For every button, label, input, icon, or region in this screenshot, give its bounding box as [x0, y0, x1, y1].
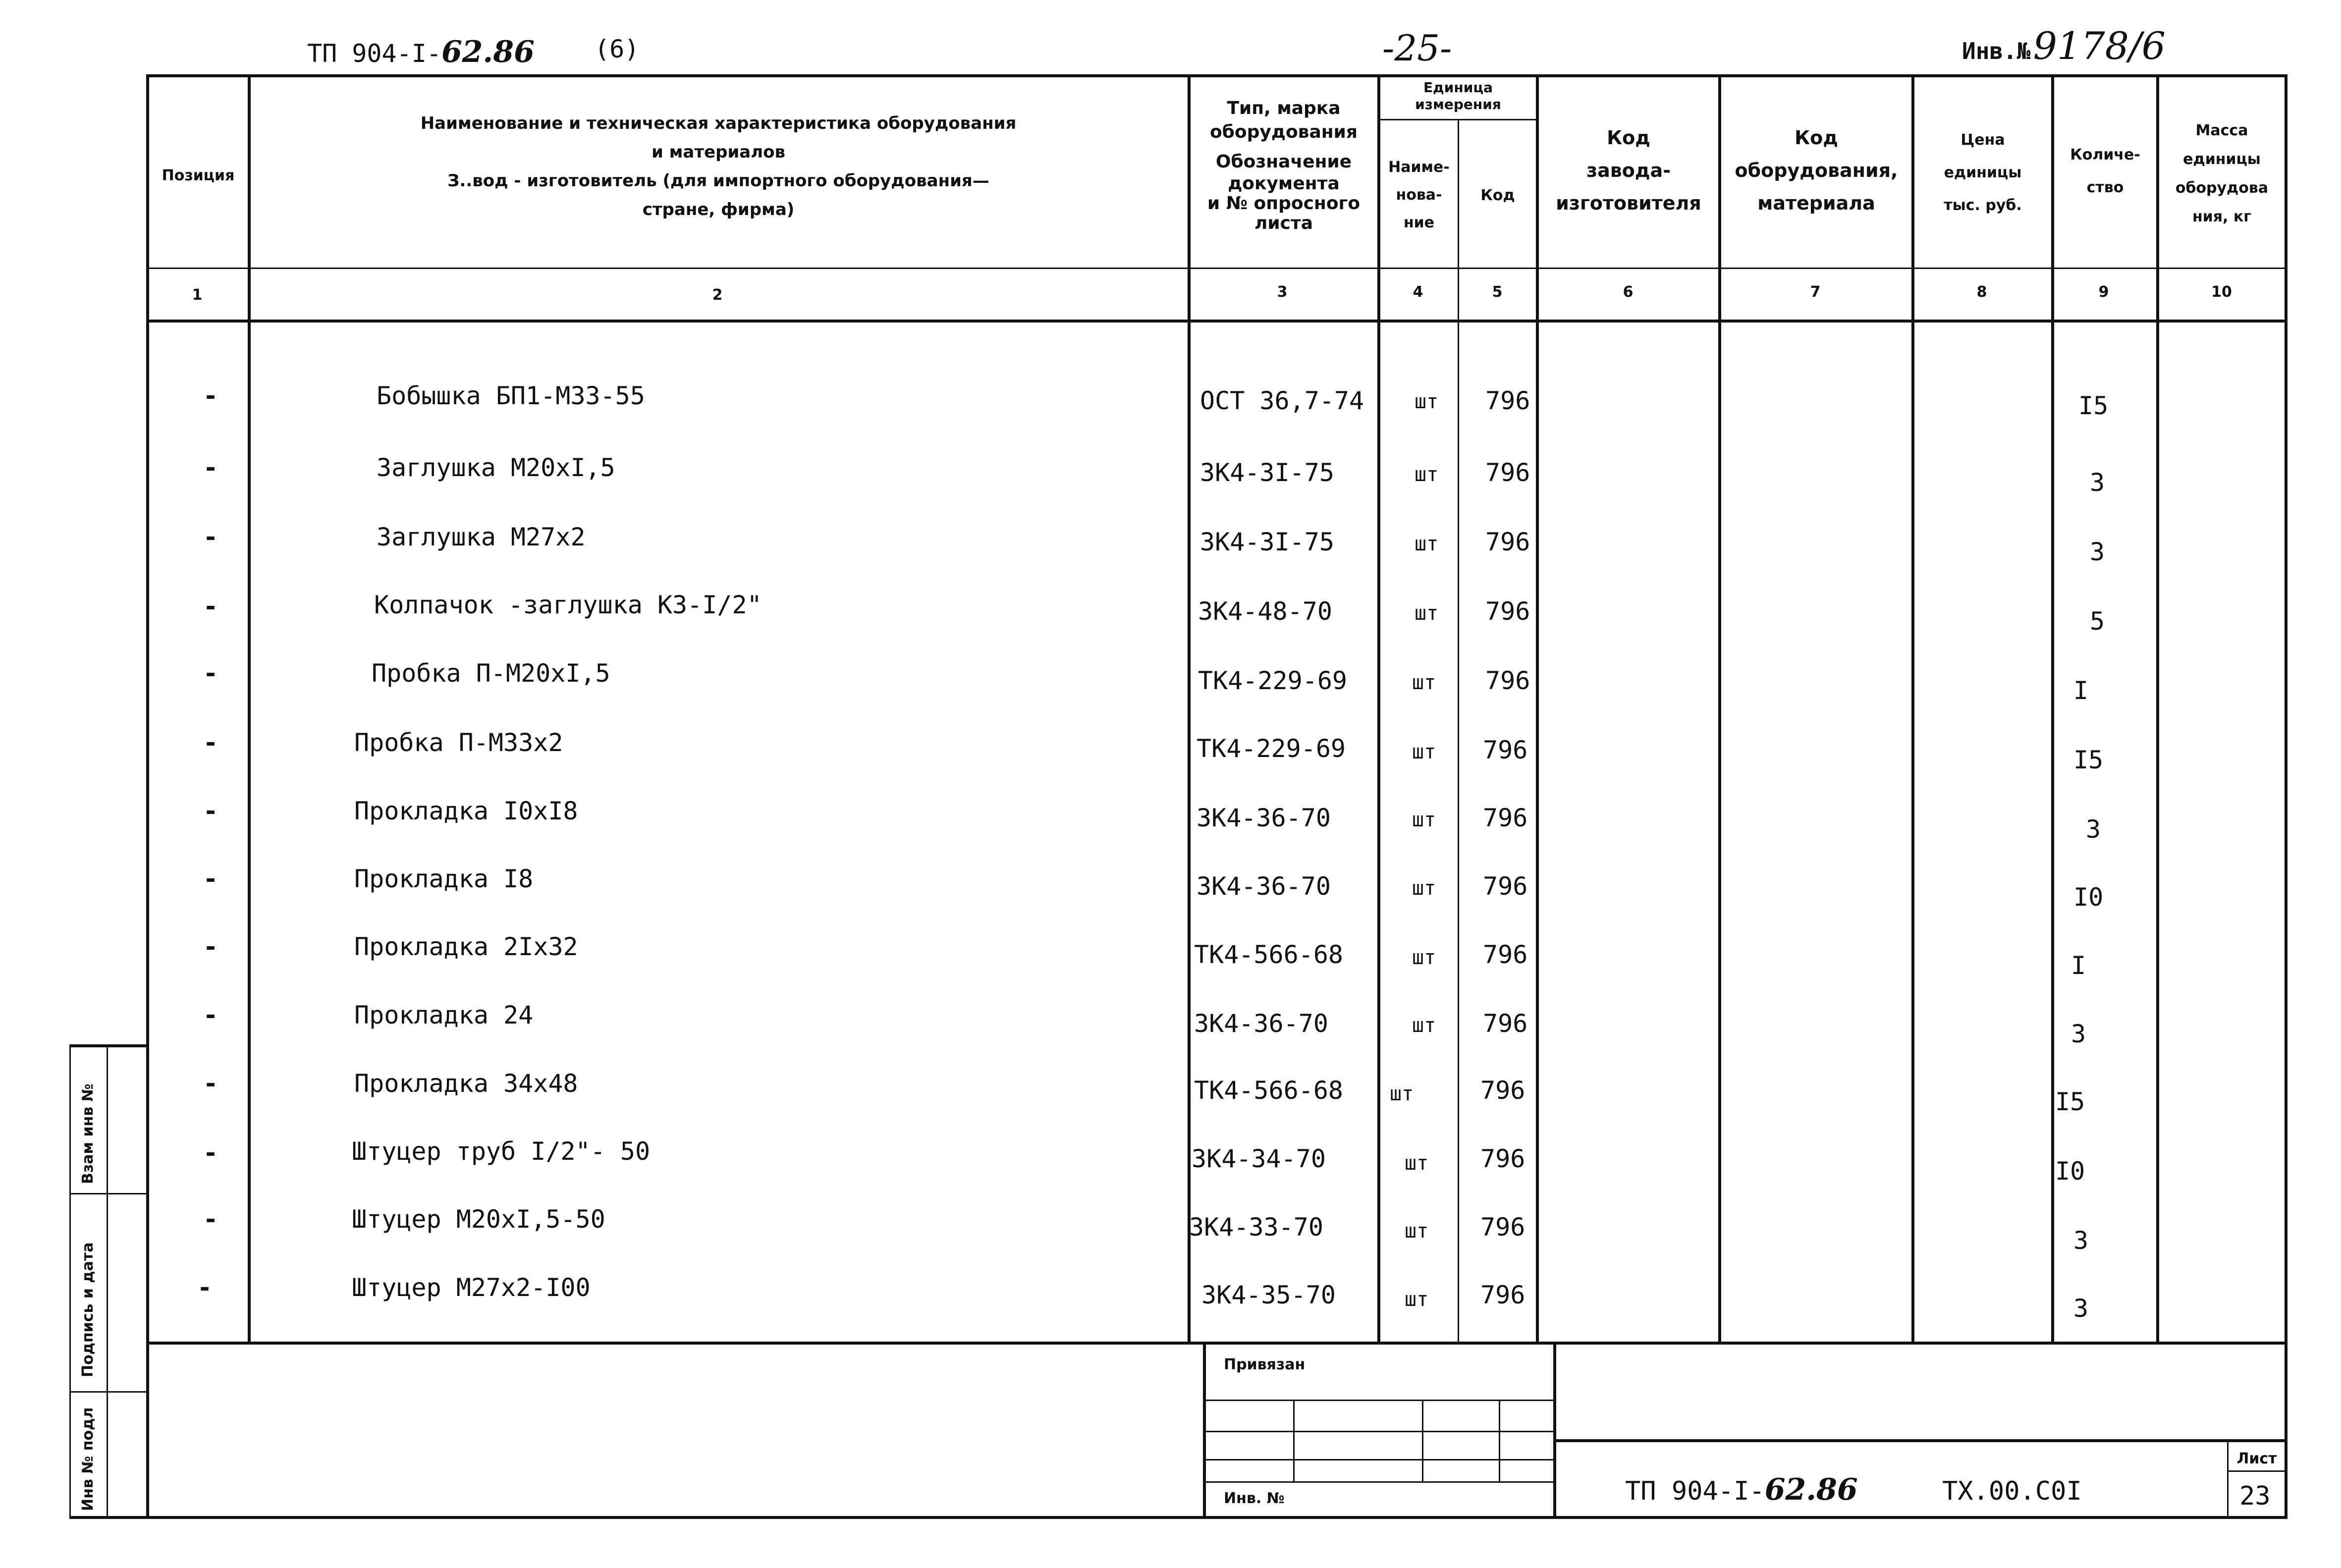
row-name: Прокладка 2Iх32 — [354, 932, 578, 961]
column-number-1: 1 — [192, 286, 203, 304]
column-number-6: 6 — [1623, 283, 1633, 301]
row-quantity: 3 — [2090, 538, 2105, 566]
row-unit: шт — [1405, 1152, 1429, 1175]
inventory-no-label: Инв. № — [1224, 1490, 1285, 1507]
row-unit: шт — [1412, 877, 1436, 900]
row-unit: шт — [1412, 741, 1436, 763]
row-code: 796 — [1483, 940, 1528, 969]
header-unit-name-line3: ние — [1403, 214, 1435, 231]
row-unit: шт — [1412, 809, 1436, 831]
row-name: Штуцер М27х2-I00 — [352, 1273, 591, 1302]
row-doc: ОСТ 36,7-74 — [1200, 386, 1364, 415]
row-quantity: I — [2071, 951, 2086, 980]
inventory-number — [1962, 24, 2166, 68]
row-position: - — [203, 592, 218, 621]
row-position: - — [203, 381, 218, 410]
column-number-8: 8 — [1976, 283, 1987, 301]
header-name — [250, 109, 1187, 224]
header-price-line1: Цена — [1960, 131, 2005, 149]
row-doc: ЗК4-48-70 — [1198, 597, 1332, 626]
column-number-3: 3 — [1277, 283, 1288, 301]
row-code: 796 — [1480, 1144, 1525, 1173]
row-quantity: 3 — [2071, 1020, 2086, 1048]
row-name: Пробка П-М33х2 — [354, 728, 563, 757]
row-quantity: 3 — [2086, 815, 2101, 844]
row-quantity: 3 — [2090, 468, 2105, 497]
header-unit-name-line1: Наиме- — [1388, 159, 1450, 176]
row-code: 796 — [1485, 666, 1530, 695]
column-number-10: 10 — [2211, 283, 2232, 301]
row-name: Прокладка I8 — [354, 865, 534, 893]
sheet-label: Лист — [2236, 1450, 2277, 1467]
row-name: Колпачок -заглушка КЗ-I/2" — [374, 591, 762, 619]
row-position: - — [203, 1001, 218, 1029]
header-price-line3: тыс. руб. — [1944, 197, 2022, 214]
header-unit-group — [1380, 79, 1536, 113]
row-unit: шт — [1412, 671, 1436, 694]
header-type-line4: документа — [1228, 173, 1340, 194]
bound-label: Привязан — [1224, 1356, 1306, 1373]
row-name: Пробка П-М20хI,5 — [372, 659, 610, 688]
row-quantity: I5 — [2055, 1087, 2085, 1116]
header-quantity-line1: Количе- — [2070, 146, 2140, 163]
header-plant-code — [1539, 121, 1718, 219]
footer-doc-prefix: ТП 904-I- — [1625, 1476, 1765, 1506]
row-quantity: 3 — [2073, 1294, 2089, 1323]
row-name: Прокладка I0хI8 — [354, 797, 578, 825]
header-type — [1190, 97, 1377, 233]
header-equipment-code-line3: материала — [1757, 192, 1875, 214]
header-equipment-code-line2: оборудования, — [1735, 160, 1898, 181]
header-plant-code-line2: завода- — [1586, 160, 1671, 181]
row-doc: ЗК4-34-70 — [1192, 1144, 1326, 1173]
header-name-line3: З..вод - изготовитель (для импортного оборудования— — [447, 171, 989, 191]
page-number: -25- — [1382, 27, 1452, 69]
row-doc: ЗК4-3I-75 — [1200, 528, 1334, 556]
header-name-line4: стране, фирма) — [642, 200, 795, 219]
column-number-5: 5 — [1492, 283, 1503, 301]
row-unit: шт — [1390, 1082, 1414, 1105]
row-quantity: I — [2073, 676, 2089, 705]
sheet-number: 23 — [2239, 1481, 2271, 1511]
row-unit: шт — [1415, 602, 1439, 625]
header-unit-name — [1380, 154, 1458, 237]
row-quantity: 3 — [2073, 1226, 2089, 1255]
header-mass — [2159, 116, 2285, 231]
row-code: 796 — [1485, 458, 1530, 487]
row-position: - — [203, 1138, 218, 1167]
row-code: 796 — [1485, 528, 1530, 556]
row-name: Прокладка 24 — [354, 1001, 534, 1029]
row-name: Штуцер М20хI,5-50 — [352, 1205, 605, 1234]
row-position: - — [203, 1069, 218, 1098]
row-code: 796 — [1480, 1076, 1525, 1105]
header-unit-code: Код — [1480, 187, 1515, 204]
row-code: 796 — [1483, 736, 1528, 764]
row-position: - — [203, 865, 218, 893]
side-label-signature-date: Подпись и дата — [79, 1242, 97, 1377]
column-number-2: 2 — [712, 286, 723, 304]
footer-doc-handwritten: 62.86 — [1764, 1472, 1858, 1507]
header-mass-line3: оборудова — [2175, 179, 2269, 197]
header-type-line1: Тип, марка — [1227, 98, 1341, 118]
header-mass-line1: Масса — [2195, 122, 2248, 139]
row-code: 796 — [1485, 386, 1530, 415]
header-plant-code-line3: изготовителя — [1556, 192, 1701, 214]
row-position: - — [203, 797, 218, 825]
row-position: - — [203, 932, 218, 961]
header-unit-name-line2: нова- — [1396, 186, 1442, 204]
header-type-line3: Обозначение — [1215, 152, 1352, 172]
doc-number-prefix: ТП 904-I- — [307, 39, 441, 68]
row-position: - — [203, 659, 218, 688]
row-position: - — [203, 523, 218, 551]
header-type-line6: листа — [1254, 213, 1313, 233]
row-doc: ЗК4-36-70 — [1197, 804, 1331, 832]
header-price — [1914, 124, 2051, 222]
row-name: Заглушка М27х2 — [377, 523, 586, 551]
row-name: Бобышка БП1-М33-55 — [377, 381, 645, 410]
row-position: - — [197, 1273, 213, 1302]
header-mass-line4: ния, кг — [2192, 208, 2251, 225]
inventory-value: 9178/6 — [2033, 24, 2166, 68]
side-label-original-inv: Инв № подл — [79, 1407, 97, 1511]
header-type-line5: и № опросного — [1207, 193, 1361, 214]
row-quantity: I5 — [2073, 746, 2104, 774]
row-doc: ТК4-566-68 — [1194, 1076, 1344, 1105]
row-doc: ЗК4-33-70 — [1189, 1213, 1323, 1242]
row-doc: ТК4-229-69 — [1198, 666, 1348, 695]
row-name: Заглушка М20хI,5 — [377, 453, 615, 482]
row-quantity: I5 — [2078, 391, 2109, 420]
row-position: - — [203, 1205, 218, 1234]
row-quantity: I0 — [2073, 883, 2104, 912]
column-number-9: 9 — [2098, 283, 2109, 301]
header-name-line2: и материалов — [651, 142, 786, 162]
header-quantity — [2054, 139, 2156, 204]
header-mass-line2: единицы — [2183, 151, 2261, 168]
row-unit: шт — [1415, 533, 1439, 555]
row-unit: шт — [1405, 1220, 1429, 1243]
row-position: - — [203, 728, 218, 757]
row-unit: шт — [1415, 463, 1439, 486]
doc-number-handwritten: 62.86 — [441, 35, 535, 69]
header-equipment-code — [1721, 121, 1911, 219]
row-code: 796 — [1480, 1281, 1525, 1309]
row-code: 796 — [1485, 597, 1530, 626]
row-name: Прокладка 34х48 — [354, 1069, 578, 1098]
doc-number-top — [307, 35, 535, 69]
row-code: 796 — [1483, 804, 1528, 832]
footer-code: ТХ.00.С0I — [1942, 1476, 2082, 1506]
row-doc: ЗК4-36-70 — [1197, 872, 1331, 901]
column-number-4: 4 — [1413, 283, 1423, 301]
column-number-7: 7 — [1810, 283, 1821, 301]
header-unit-group-line1: Единица — [1423, 79, 1493, 96]
row-doc: ЗК4-3I-75 — [1200, 458, 1334, 487]
row-code: 796 — [1483, 872, 1528, 901]
row-name: Штуцер труб I/2"- 50 — [352, 1137, 651, 1166]
row-unit: шт — [1412, 1014, 1436, 1037]
header-unit-group-line2: измерения — [1415, 96, 1501, 112]
row-code: 796 — [1480, 1213, 1525, 1242]
header-quantity-line2: ство — [2086, 179, 2124, 196]
row-doc: ЗК4-36-70 — [1194, 1009, 1328, 1038]
header-position: Позиция — [162, 167, 235, 184]
header-plant-code-line1: Код — [1607, 127, 1650, 149]
row-doc: ЗК4-35-70 — [1201, 1281, 1336, 1309]
header-name-line1: Наименование и техническая характеристика оборудования — [420, 113, 1017, 133]
row-quantity: I0 — [2055, 1157, 2085, 1186]
header-price-line2: единицы — [1944, 164, 2022, 181]
footer-doc-number — [1625, 1472, 1858, 1507]
row-unit: шт — [1412, 946, 1436, 969]
row-doc: ТК4-566-68 — [1194, 940, 1344, 969]
row-doc: ТК4-229-69 — [1197, 734, 1346, 763]
row-unit: шт — [1405, 1288, 1429, 1311]
inventory-label: Инв.№ — [1962, 38, 2031, 64]
row-quantity: 5 — [2090, 607, 2105, 636]
side-label-replace-inv: Взам инв № — [79, 1083, 97, 1184]
row-position: - — [203, 453, 218, 482]
header-equipment-code-line1: Код — [1795, 127, 1838, 149]
sheet-mark: (6) — [595, 35, 640, 63]
header-type-line2: оборудования — [1210, 122, 1358, 142]
row-code: 796 — [1483, 1009, 1528, 1038]
row-unit: шт — [1415, 390, 1439, 413]
